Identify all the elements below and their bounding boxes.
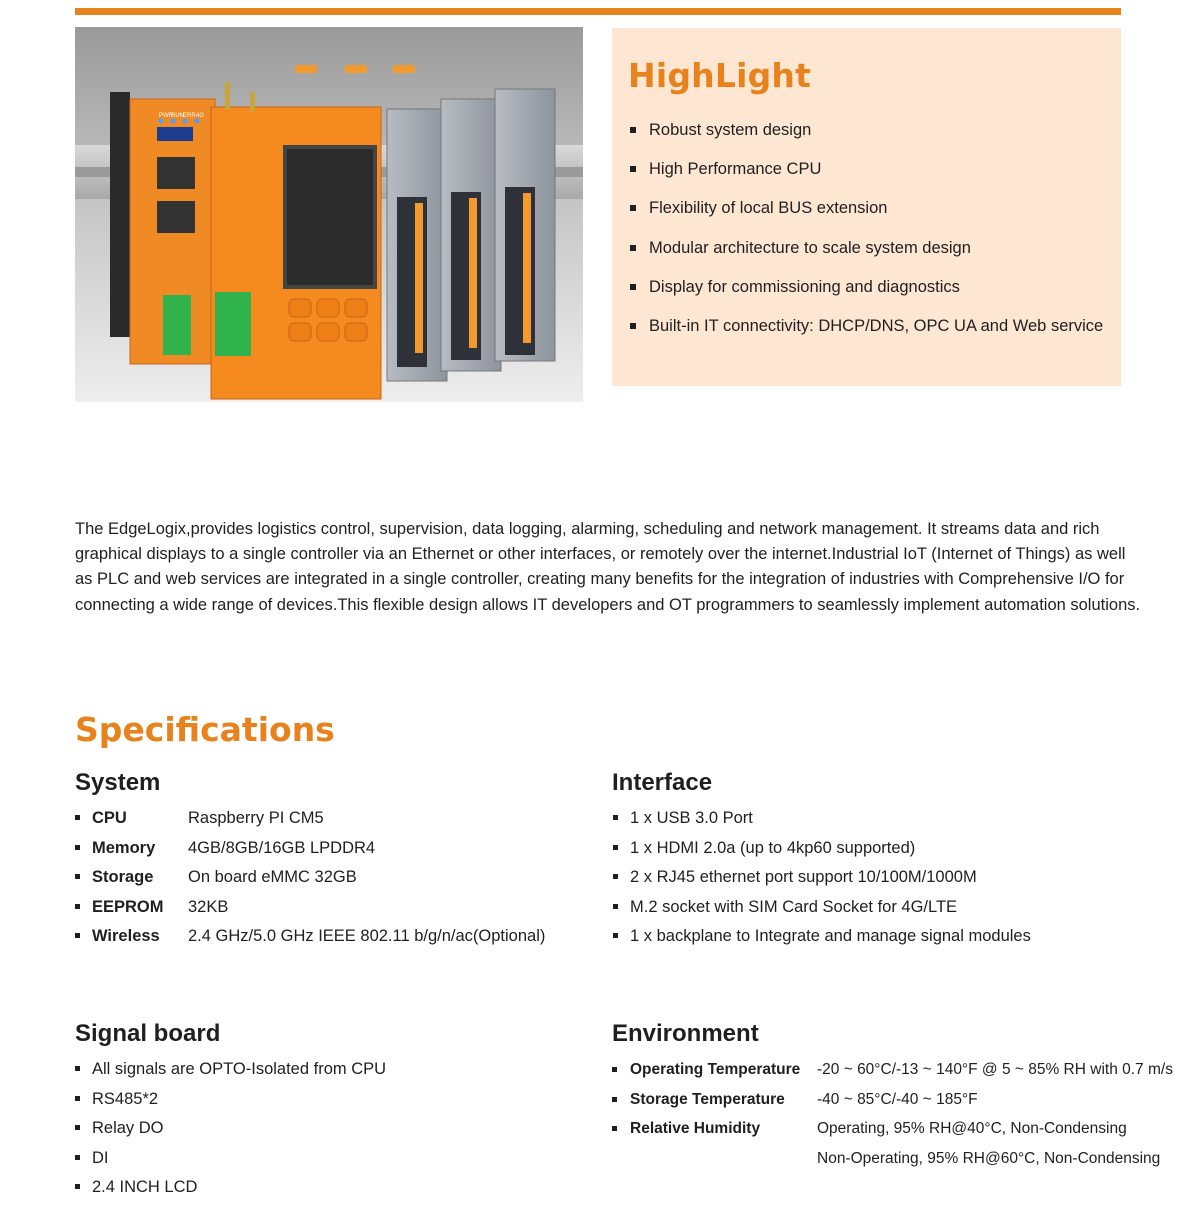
highlight-item: Robust system design [630, 120, 1103, 159]
spec-value: 2.4 GHz/5.0 GHz IEEE 802.11 b/g/n/ac(Optional) [188, 927, 546, 945]
spec-value: Raspberry PI CM5 [188, 809, 324, 827]
interface-item: 1 x backplane to Integrate and manage signal modules [613, 926, 1031, 956]
highlight-panel [612, 28, 1121, 386]
highlight-list [630, 120, 1103, 355]
signal-board-item: All signals are OPTO-Isolated from CPU [75, 1059, 386, 1089]
environment-heading: Environment [612, 1020, 759, 1047]
product-description: The EdgeLogix,provides logistics control, supervision, data logging, alarming, scheduling and network management. It streams data and rich graphical displays to a single controller via an Ethernet or other interfaces, or remotely over the internet.Industrial IoT (Internet of Things) as well as PLC and web services are integrated in a single controller, creating many benefits for the integration of industries with Comprehensive I/O for connecting a wide range of devices.This flexible design allows IT developers and OT programmers to seamlessly implement automation solutions. [75, 520, 1141, 614]
spec-key: CPU [92, 809, 127, 827]
signal-board-item: DI [75, 1148, 386, 1178]
spec-key: Wireless [92, 927, 160, 945]
spec-value: 32KB [188, 897, 229, 916]
signal-board-list [75, 1059, 386, 1207]
highlight-item: High Performance CPU [630, 159, 1103, 198]
env-key: Relative Humidity [630, 1120, 761, 1137]
highlight-item: Flexibility of local BUS extension [630, 198, 1103, 237]
specifications-title: Specifications [75, 710, 335, 749]
controller-illustration [75, 27, 583, 402]
spec-key: EEPROM [92, 897, 164, 916]
led-label-4g: 4G [196, 113, 205, 119]
spec-value: 4GB/8GB/16GB LPDDR4 [188, 838, 376, 857]
env-value: Non-Operating, 95% RH@60°C, Non-Condensing [817, 1149, 1161, 1167]
env-value: -20 ~ 60°C/-13 ~ 140°F @ 5 ~ 85% RH with 0.7 m/s [817, 1061, 1173, 1078]
env-value: -40 ~ 85°C/-40 ~ 185°F [817, 1090, 978, 1108]
led-label-pwr: PWR [159, 113, 173, 119]
highlight-title: HighLight [628, 56, 812, 95]
spec-value: On board eMMC 32GB [188, 868, 357, 886]
spec-key: Memory [92, 838, 156, 857]
env-key: Operating Temperature [630, 1061, 801, 1078]
top-accent-bar [75, 8, 1121, 15]
signal-board-item: RS485*2 [75, 1089, 386, 1119]
highlight-item: Built-in IT connectivity: DHCP/DNS, OPC UA and Web service [630, 316, 1103, 355]
signal-board-heading: Signal board [75, 1020, 221, 1047]
highlight-item: Modular architecture to scale system design [630, 238, 1103, 277]
led-label-run: RUN [171, 113, 184, 119]
env-key: Storage Temperature [630, 1090, 785, 1108]
interface-list [613, 808, 1031, 956]
env-value: Operating, 95% RH@40°C, Non-Condensing [817, 1120, 1127, 1137]
product-photo [75, 27, 583, 402]
interface-item: M.2 socket with SIM Card Socket for 4G/LTE [613, 897, 1031, 927]
signal-board-item: Relay DO [75, 1118, 386, 1148]
signal-board-item: 2.4 INCH LCD [75, 1177, 386, 1207]
led-label-err: ERR [183, 113, 196, 119]
highlight-item: Display for commissioning and diagnostics [630, 277, 1103, 316]
interface-item: 1 x USB 3.0 Port [613, 808, 1031, 838]
interface-heading: Interface [612, 769, 713, 796]
system-heading: System [75, 769, 161, 796]
interface-item: 1 x HDMI 2.0a (up to 4kp60 supported) [613, 838, 1031, 868]
interface-item: 2 x RJ45 ethernet port support 10/100M/1000M [613, 867, 1031, 897]
spec-key: Storage [92, 868, 154, 886]
